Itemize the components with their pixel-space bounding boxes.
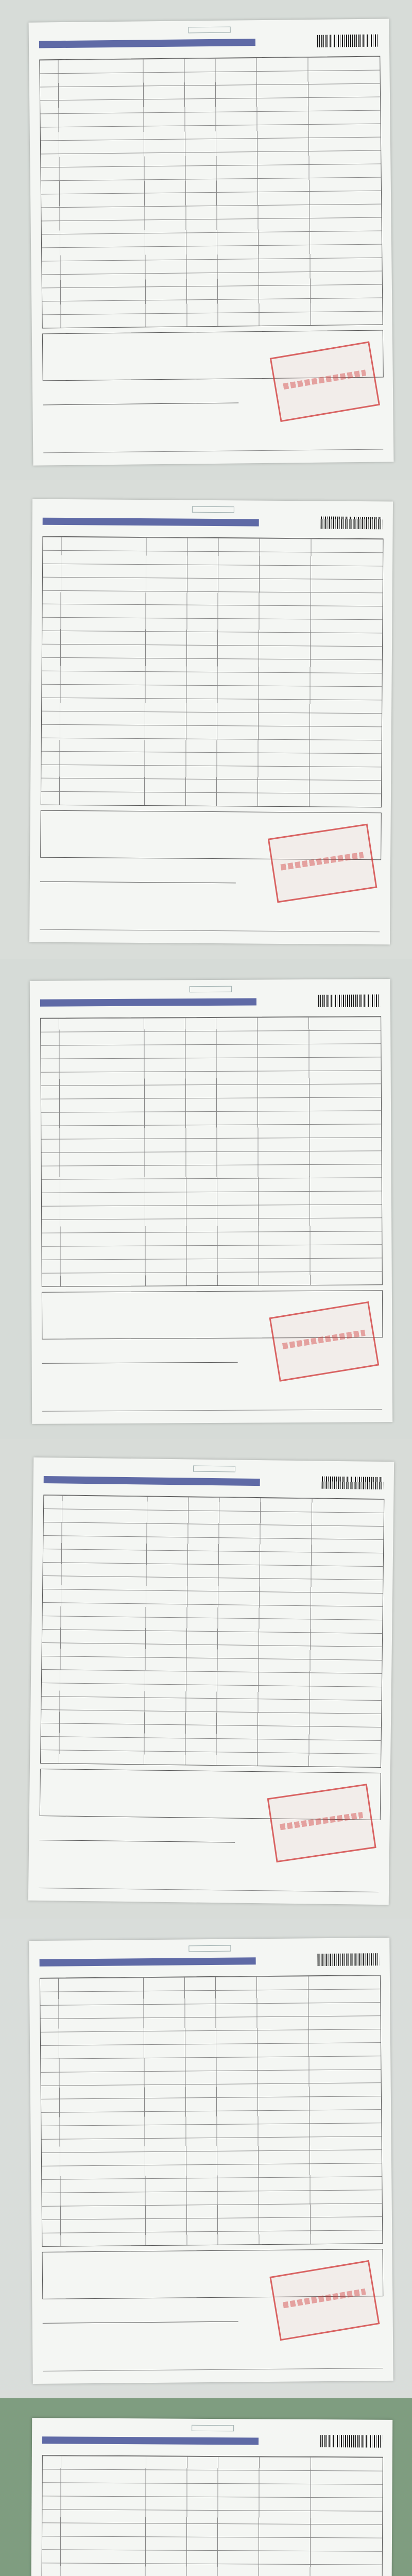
receipt-scan-1	[0, 0, 412, 480]
item-table	[40, 1016, 383, 1286]
official-seal-icon	[267, 1784, 376, 1862]
footer-divider	[43, 449, 383, 453]
receipt-title	[43, 518, 259, 527]
item-table	[41, 2455, 383, 2576]
footer-divider	[39, 1888, 379, 1892]
receipt-scan-5	[0, 1919, 412, 2398]
page-tag	[193, 1466, 235, 1472]
receipt-scan-6	[0, 2398, 412, 2576]
footer-divider	[42, 1409, 382, 1411]
signature-line	[39, 1824, 235, 1843]
signature-line	[40, 866, 236, 884]
item-table	[41, 536, 384, 808]
barcode-icon	[320, 2435, 382, 2448]
receipt-sheet	[29, 19, 394, 465]
receipt-scan-4	[0, 1439, 412, 1919]
barcode-icon	[318, 1953, 380, 1966]
page-tag	[188, 1945, 231, 1952]
item-table	[40, 1495, 384, 1768]
receipt-scan-2	[0, 480, 412, 959]
receipt-title	[42, 2436, 259, 2445]
receipt-title	[40, 998, 256, 1007]
receipt-title	[40, 1957, 256, 1967]
signature-line	[42, 1347, 237, 1364]
barcode-icon	[318, 994, 380, 1007]
page-tag	[192, 506, 234, 513]
page-tag	[190, 986, 232, 992]
barcode-icon	[321, 516, 383, 529]
receipt-title	[44, 1476, 260, 1486]
receipt-scan-3	[0, 959, 412, 1439]
signature-line	[43, 387, 238, 405]
receipt-sheet	[29, 1938, 393, 2384]
signature-line	[42, 2306, 238, 2324]
page-tag	[188, 27, 231, 33]
receipt-sheet	[30, 2418, 392, 2576]
barcode-icon	[317, 35, 379, 47]
receipt-sheet	[30, 979, 392, 1424]
item-table	[40, 1975, 383, 2247]
barcode-icon	[322, 1477, 384, 1489]
receipt-title	[39, 39, 255, 48]
item-table	[39, 56, 383, 329]
receipt-sheet	[28, 1458, 394, 1905]
footer-divider	[40, 929, 380, 933]
page-tag	[192, 2425, 234, 2431]
footer-divider	[43, 2368, 383, 2371]
receipt-sheet	[29, 499, 393, 945]
